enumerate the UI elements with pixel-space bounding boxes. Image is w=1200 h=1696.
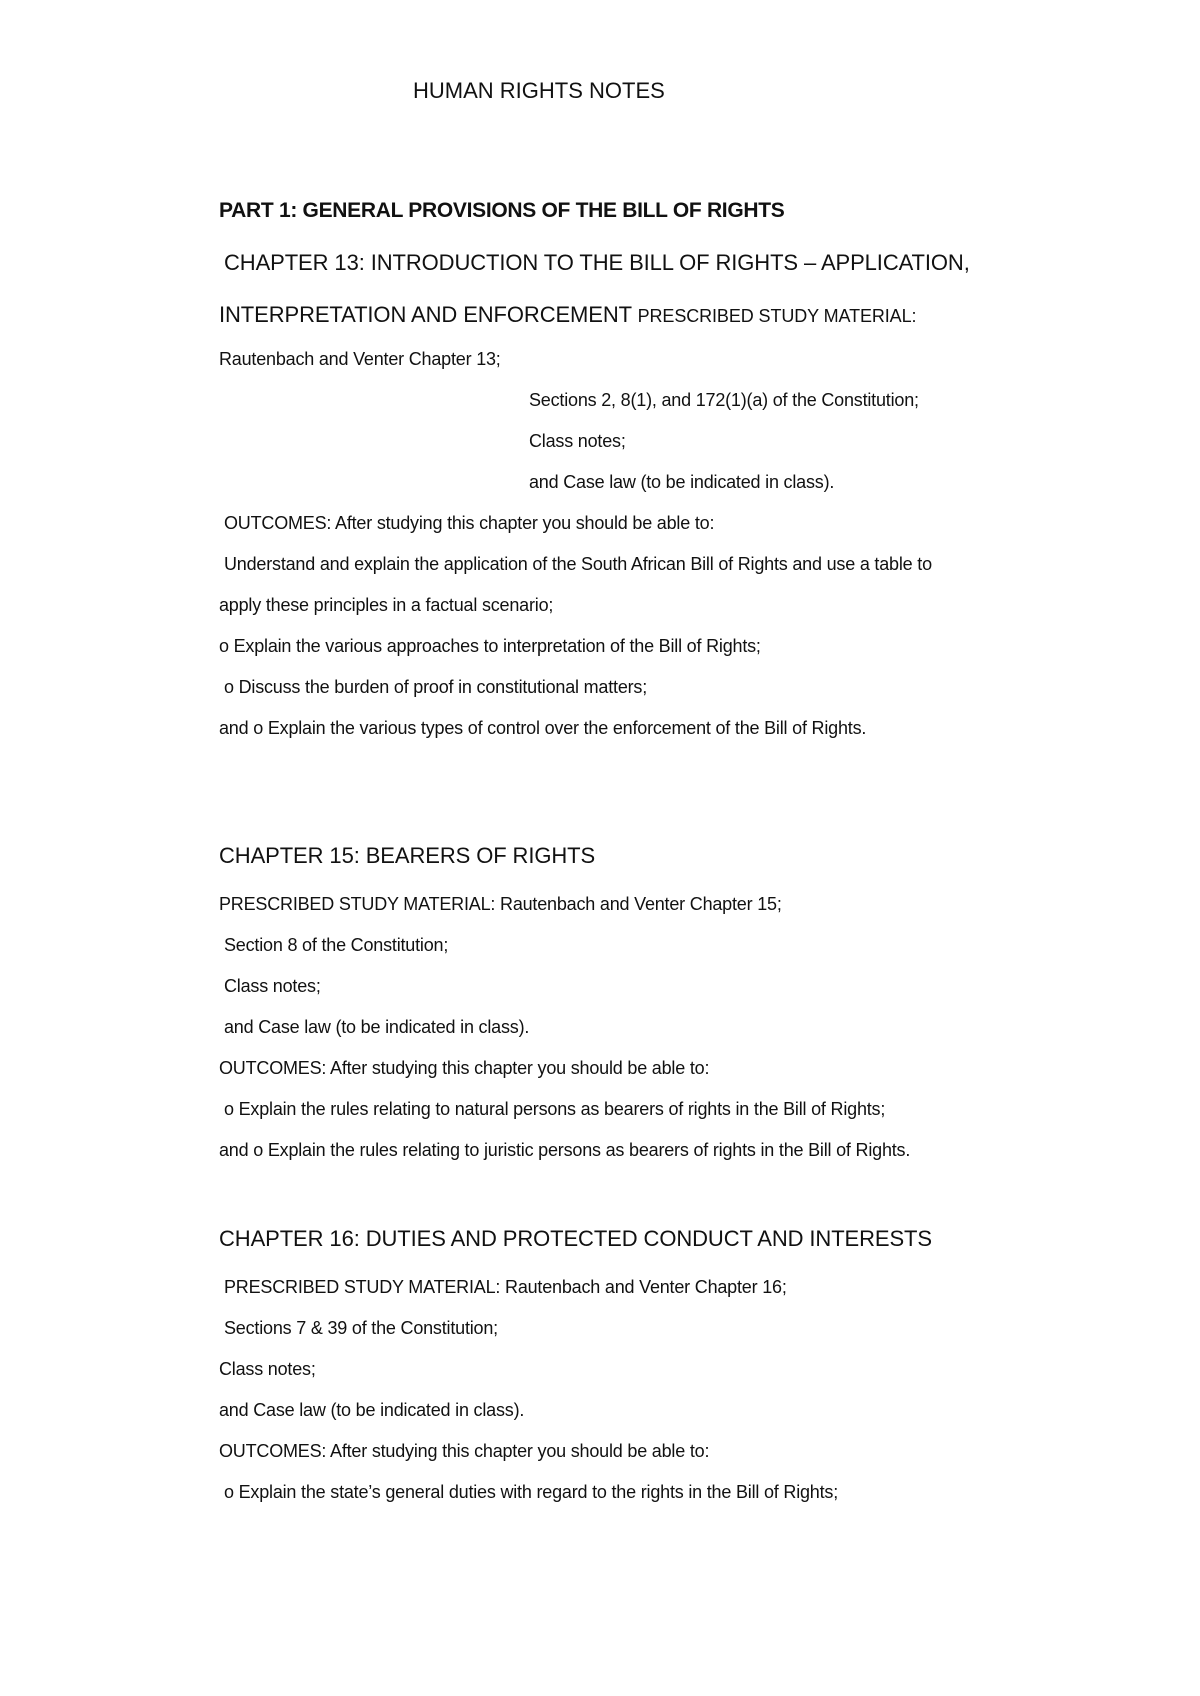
chapter13-outcome-4: and o Explain the various types of control over the enforcement of the Bill of Rights.	[219, 718, 867, 738]
part1-heading: PART 1: GENERAL PROVISIONS OF THE BILL OF RIGHTS	[219, 199, 785, 222]
chapter15-prescribed-label: PRESCRIBED STUDY MATERIAL:	[219, 894, 496, 914]
chapter16-material-4: and Case law (to be indicated in class).	[219, 1400, 525, 1420]
chapter13-outcome-3: o Discuss the burden of proof in constitutional matters;	[224, 677, 648, 697]
chapter13-material-3: Class notes;	[529, 431, 626, 451]
chapter16-outcome-1: o Explain the state’s general duties with regard to the rights in the Bill of Rights;	[224, 1482, 839, 1502]
chapter15-material-1: Rautenbach and Venter Chapter 15;	[500, 894, 782, 914]
chapter13-material-1: Rautenbach and Venter Chapter 13;	[219, 349, 501, 369]
chapter16-prescribed-label: PRESCRIBED STUDY MATERIAL:	[224, 1277, 501, 1297]
chapter16-material-3: Class notes;	[219, 1359, 316, 1379]
chapter16-material-2: Sections 7 & 39 of the Constitution;	[224, 1318, 498, 1338]
chapter13-outcome-2: o Explain the various approaches to interpretation of the Bill of Rights;	[219, 636, 761, 656]
chapter16-outcomes-intro: OUTCOMES: After studying this chapter you should be able to:	[219, 1441, 710, 1461]
chapter15-outcome-1: o Explain the rules relating to natural persons as bearers of rights in the Bill of Rights;	[224, 1099, 886, 1119]
chapter15-material-4: and Case law (to be indicated in class).	[224, 1017, 530, 1037]
chapter15-material-2: Section 8 of the Constitution;	[224, 935, 449, 955]
chapter15-outcome-2: and o Explain the rules relating to juristic persons as bearers of rights in the Bill of Rights.	[219, 1140, 911, 1160]
chapter15-outcomes-intro: OUTCOMES: After studying this chapter you should be able to:	[219, 1058, 710, 1078]
chapter13-outcome-1: Understand and explain the application of the South African Bill of Rights and use a table to	[224, 554, 932, 574]
chapter16-prescribed	[224, 1276, 787, 1298]
chapter13-outcome-1-cont: apply these principles in a factual scenario;	[219, 595, 554, 615]
chapter13-outcomes-intro: OUTCOMES: After studying this chapter you should be able to:	[224, 513, 715, 533]
chapter15-prescribed	[219, 893, 782, 915]
chapter15-heading: CHAPTER 15: BEARERS OF RIGHTS	[219, 843, 596, 868]
chapter13-material-4: and Case law (to be indicated in class).	[529, 472, 835, 492]
chapter16-material-1: Rautenbach and Venter Chapter 16;	[505, 1277, 787, 1297]
chapter13-heading-line2-text: INTERPRETATION AND ENFORCEMENT	[219, 302, 632, 327]
chapter15-material-3: Class notes;	[224, 976, 321, 996]
chapter13-heading-line1: CHAPTER 13: INTRODUCTION TO THE BILL OF RIGHTS – APPLICATION,	[224, 250, 970, 275]
chapter13-material-2: Sections 2, 8(1), and 172(1)(a) of the Constitution;	[529, 390, 919, 410]
chapter16-heading: CHAPTER 16: DUTIES AND PROTECTED CONDUCT AND INTERESTS	[219, 1226, 932, 1251]
document-title: HUMAN RIGHTS NOTES	[413, 78, 665, 103]
chapter13-prescribed-label: PRESCRIBED STUDY MATERIAL:	[637, 306, 917, 326]
chapter13-heading-line2	[219, 302, 916, 329]
